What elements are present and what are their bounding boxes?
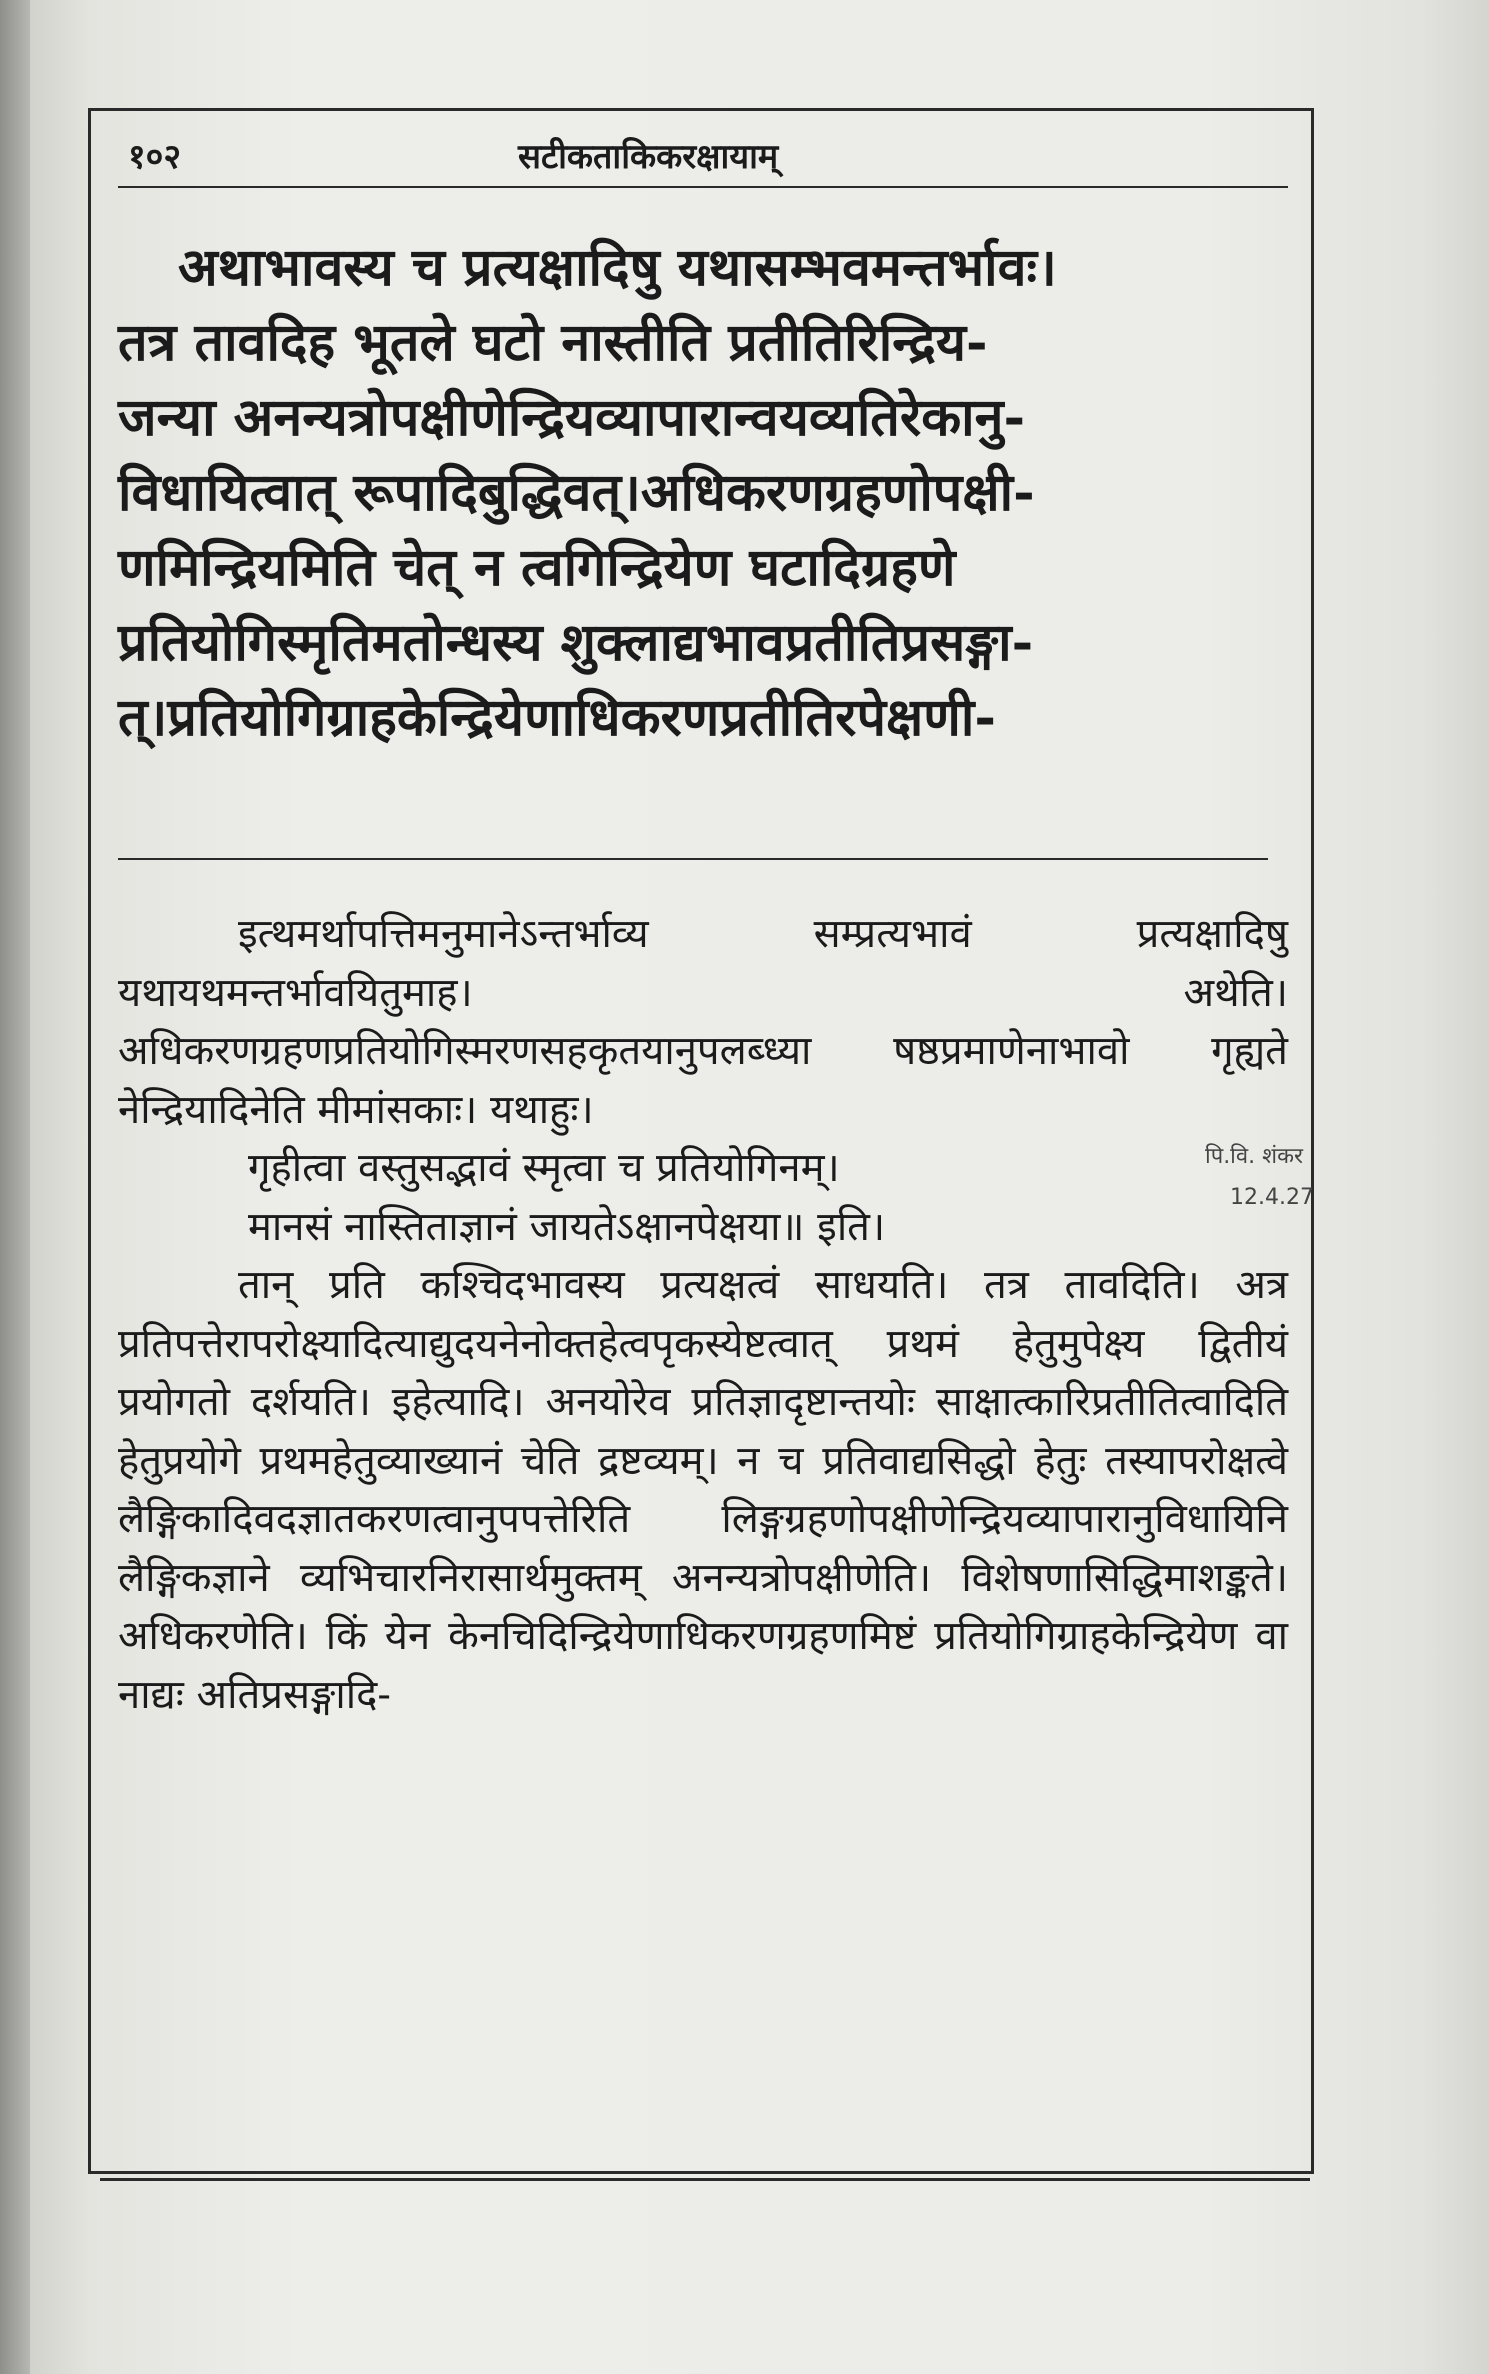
page-number: १०२ [128, 137, 182, 177]
section-divider [118, 858, 1268, 860]
main-text-block [118, 230, 1288, 755]
handwritten-margin-date: 12.4.27 [1230, 1185, 1314, 1210]
main-text-line: विधायित्वात् रूपादिबुद्धिवत्।अधिकरणग्रहणोपक्षी- [118, 462, 1035, 523]
main-text-line: प्रतियोगिस्मृतिमतोन्धस्य शुक्लाद्यभावप्रतीतिप्रसङ्गा- [118, 612, 1034, 673]
main-text-line: तत्र तावदिह भूतले घटो नास्तीति प्रतीतिरिन्द्रिय- [118, 312, 988, 373]
main-text-line: अथाभावस्य च प्रत्यक्षादिषु यथासम्भवमन्तर्भावः। [178, 237, 1057, 298]
main-text-line: णमिन्द्रियमिति चेत् न त्वगिन्द्रियेण घटादिग्रहणे [118, 537, 956, 598]
running-title: सटीकताकिकरक्षायाम् [518, 137, 779, 177]
main-text-line: जन्या अनन्यत्रोपक्षीणेन्द्रियव्यापारान्वयव्यतिरेकानु- [118, 387, 1026, 448]
page-header [118, 126, 1288, 188]
main-text-line: त्।प्रतियोगिग्राहकेन्द्रियेणाधिकरणप्रतीतिरपेक्षणी- [118, 687, 996, 748]
commentary-block [118, 905, 1288, 1724]
bottom-rule [100, 2178, 1310, 2181]
handwritten-margin-note: पि.वि. शंकर [1205, 1144, 1303, 1169]
commentary-paragraph: तान् प्रति कश्चिदभावस्य प्रत्यक्षत्वं साधयति। तत्र तावदिति। अत्र प्रतिपत्तेरापरोक्ष्यादित्याद्युदयनेनोक्तहेत्वपृकस्येष्टत्वात् प्रथमं हेतुमुपेक्ष्य द्वितीयं प्रयोगतो दर्शयति। इहेत्यादि। अनयोरेव प्रतिज्ञादृष्टान्तयोः साक्षात्कारिप्रतीतित्वादिति हेतुप्रयोगे प्रथमहेतुव्याख्यानं चेति द्रष्टव्यम्। न च प्रतिवाद्यसिद्धो हेतुः तस्यापरोक्षत्वे लैङ्गिकादिवदज्ञातकरणत्वानुपपत्तेरिति लिङ्गग्रहणोपक्षीणेन्द्रियव्यापारानुविधायिनि लैङ्गिकज्ञाने व्यभिचारनिरासार्थमुक्तम् अनन्यत्रोपक्षीणेति। विशेषणासिद्धिमाशङ्कते। अधिकरणेति। किं येन केनचिदिन्द्रियेणाधिकरणग्रहणमिष्टं प्रतियोगिग्राहकेन्द्रियेण वा नाद्यः अतिप्रसङ्गादि- [118, 1262, 1288, 1718]
verse-line: मानसं नास्तिताज्ञानं जायतेऽक्षानपेक्षया॥ इति। [248, 1203, 886, 1250]
verse-line: गृहीत्वा वस्तुसद्भावं स्मृत्वा च प्रतियोगिनम्। [248, 1145, 840, 1191]
book-spine-shadow [0, 0, 30, 2374]
commentary-paragraph: इत्थमर्थापत्तिमनुमानेऽन्तर्भाव्य सम्प्रत्यभावं प्रत्यक्षादिषु यथायथमन्तर्भावयितुमाह। अथेति। अधिकरणग्रहणप्रतियोगिस्मरणसहकृतयानुपलब्ध्या षष्ठप्रमाणेनाभावो गृह्यते नेन्द्रियादिनेति मीमांसकाः। यथाहुः। [118, 911, 1288, 1133]
